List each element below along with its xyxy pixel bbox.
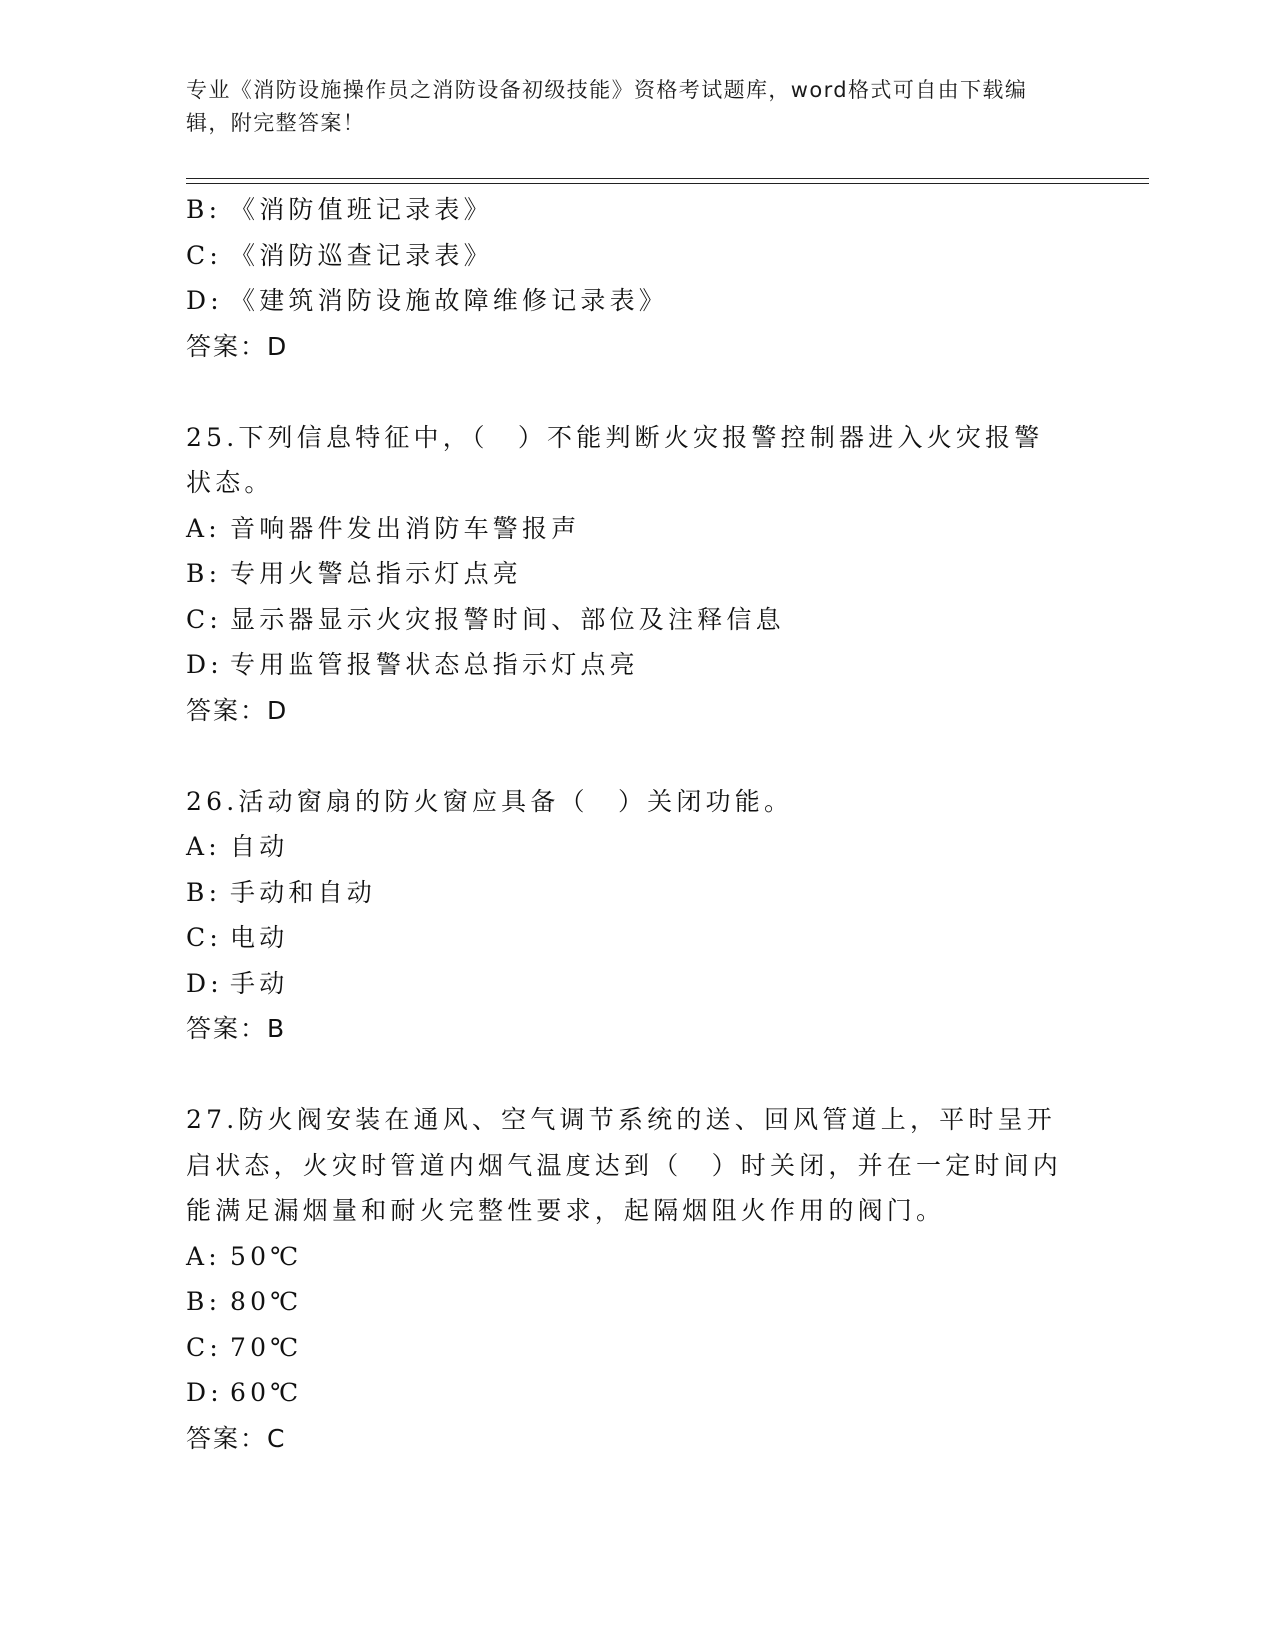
- spacer: [186, 733, 1086, 779]
- option-b: [186, 187, 1086, 233]
- option-text: 专用火警总指示灯点亮: [230, 559, 523, 588]
- option-key: B:: [186, 877, 222, 907]
- option-key: D:: [186, 286, 223, 315]
- question-stem: 27.防火阀安装在通风、空气调节系统的送、回风管道上，平时呈开启状态，火灾时管道内烟气温度达到（ ）时关闭，并在一定时间内能满足漏烟量和耐火完整性要求，起隔烟阻火作用的阀门。: [186, 1105, 1063, 1225]
- question-25: [186, 415, 1086, 734]
- question-stem: 25.下列信息特征中，（ ）不能判断火灾报警控制器进入火灾报警状态。: [186, 422, 1044, 497]
- header-note: 专业《消防设施操作员之消防设备初级技能》资格考试题库，word格式可自由下载编辑，附完整答案！: [186, 78, 1028, 135]
- option-text: 《消防值班记录表》: [230, 195, 493, 224]
- option-d: [186, 1370, 1086, 1416]
- answer-line: 答案：C: [186, 1423, 287, 1453]
- option-key: D:: [186, 1378, 223, 1407]
- option-key: C:: [186, 1332, 222, 1362]
- option-text: 《消防巡查记录表》: [230, 240, 493, 270]
- option-c: [186, 233, 1086, 279]
- option-text: 60℃: [230, 1378, 303, 1407]
- option-key: A:: [186, 513, 221, 543]
- option-text: 音响器件发出消防车警报声: [230, 513, 581, 543]
- option-key: C:: [186, 923, 222, 952]
- option-text: 手动和自动: [230, 877, 377, 907]
- option-a: [186, 1234, 1086, 1280]
- option-key: B:: [186, 195, 222, 224]
- option-d: [186, 278, 1086, 324]
- answer-line: 答案：D: [186, 331, 289, 361]
- option-text: 显示器显示火灾报警时间、部位及注释信息: [230, 604, 785, 634]
- option-text: 电动: [230, 923, 289, 952]
- option-key: A:: [186, 1241, 221, 1271]
- option-key: D:: [186, 968, 223, 998]
- option-key: B:: [186, 1287, 222, 1316]
- option-text: 手动: [230, 968, 289, 998]
- option-key: D:: [186, 650, 223, 679]
- option-text: 《建筑消防设施故障维修记录表》: [230, 286, 669, 315]
- option-key: C:: [186, 604, 222, 634]
- option-b: [186, 551, 1086, 597]
- option-b: [186, 1279, 1086, 1325]
- option-c: [186, 597, 1086, 643]
- option-c: [186, 1325, 1086, 1371]
- option-d: [186, 642, 1086, 688]
- option-a: [186, 824, 1086, 870]
- question-stem: 26.活动窗扇的防火窗应具备（ ）关闭功能。: [186, 786, 794, 816]
- option-text: 专用监管报警状态总指示灯点亮: [230, 650, 639, 679]
- option-text: 自动: [230, 832, 289, 861]
- option-text: 50℃: [230, 1241, 303, 1271]
- question-27: [186, 1097, 1086, 1461]
- question-24-tail: [186, 187, 1086, 369]
- question-list: [186, 187, 1086, 1461]
- option-key: A:: [186, 832, 221, 861]
- spacer: [186, 369, 1086, 415]
- option-a: [186, 506, 1086, 552]
- option-d: [186, 961, 1086, 1007]
- answer-line: 答案：D: [186, 695, 289, 725]
- option-key: B:: [186, 559, 222, 588]
- option-b: [186, 870, 1086, 916]
- option-text: 80℃: [230, 1287, 303, 1316]
- answer-line: 答案：B: [186, 1014, 287, 1043]
- option-c: [186, 915, 1086, 961]
- header-rule-bottom: [186, 183, 1149, 184]
- spacer: [186, 1052, 1086, 1098]
- header-rule-top: [186, 178, 1149, 179]
- option-key: C:: [186, 240, 222, 270]
- option-text: 70℃: [230, 1332, 303, 1362]
- question-26: [186, 779, 1086, 1052]
